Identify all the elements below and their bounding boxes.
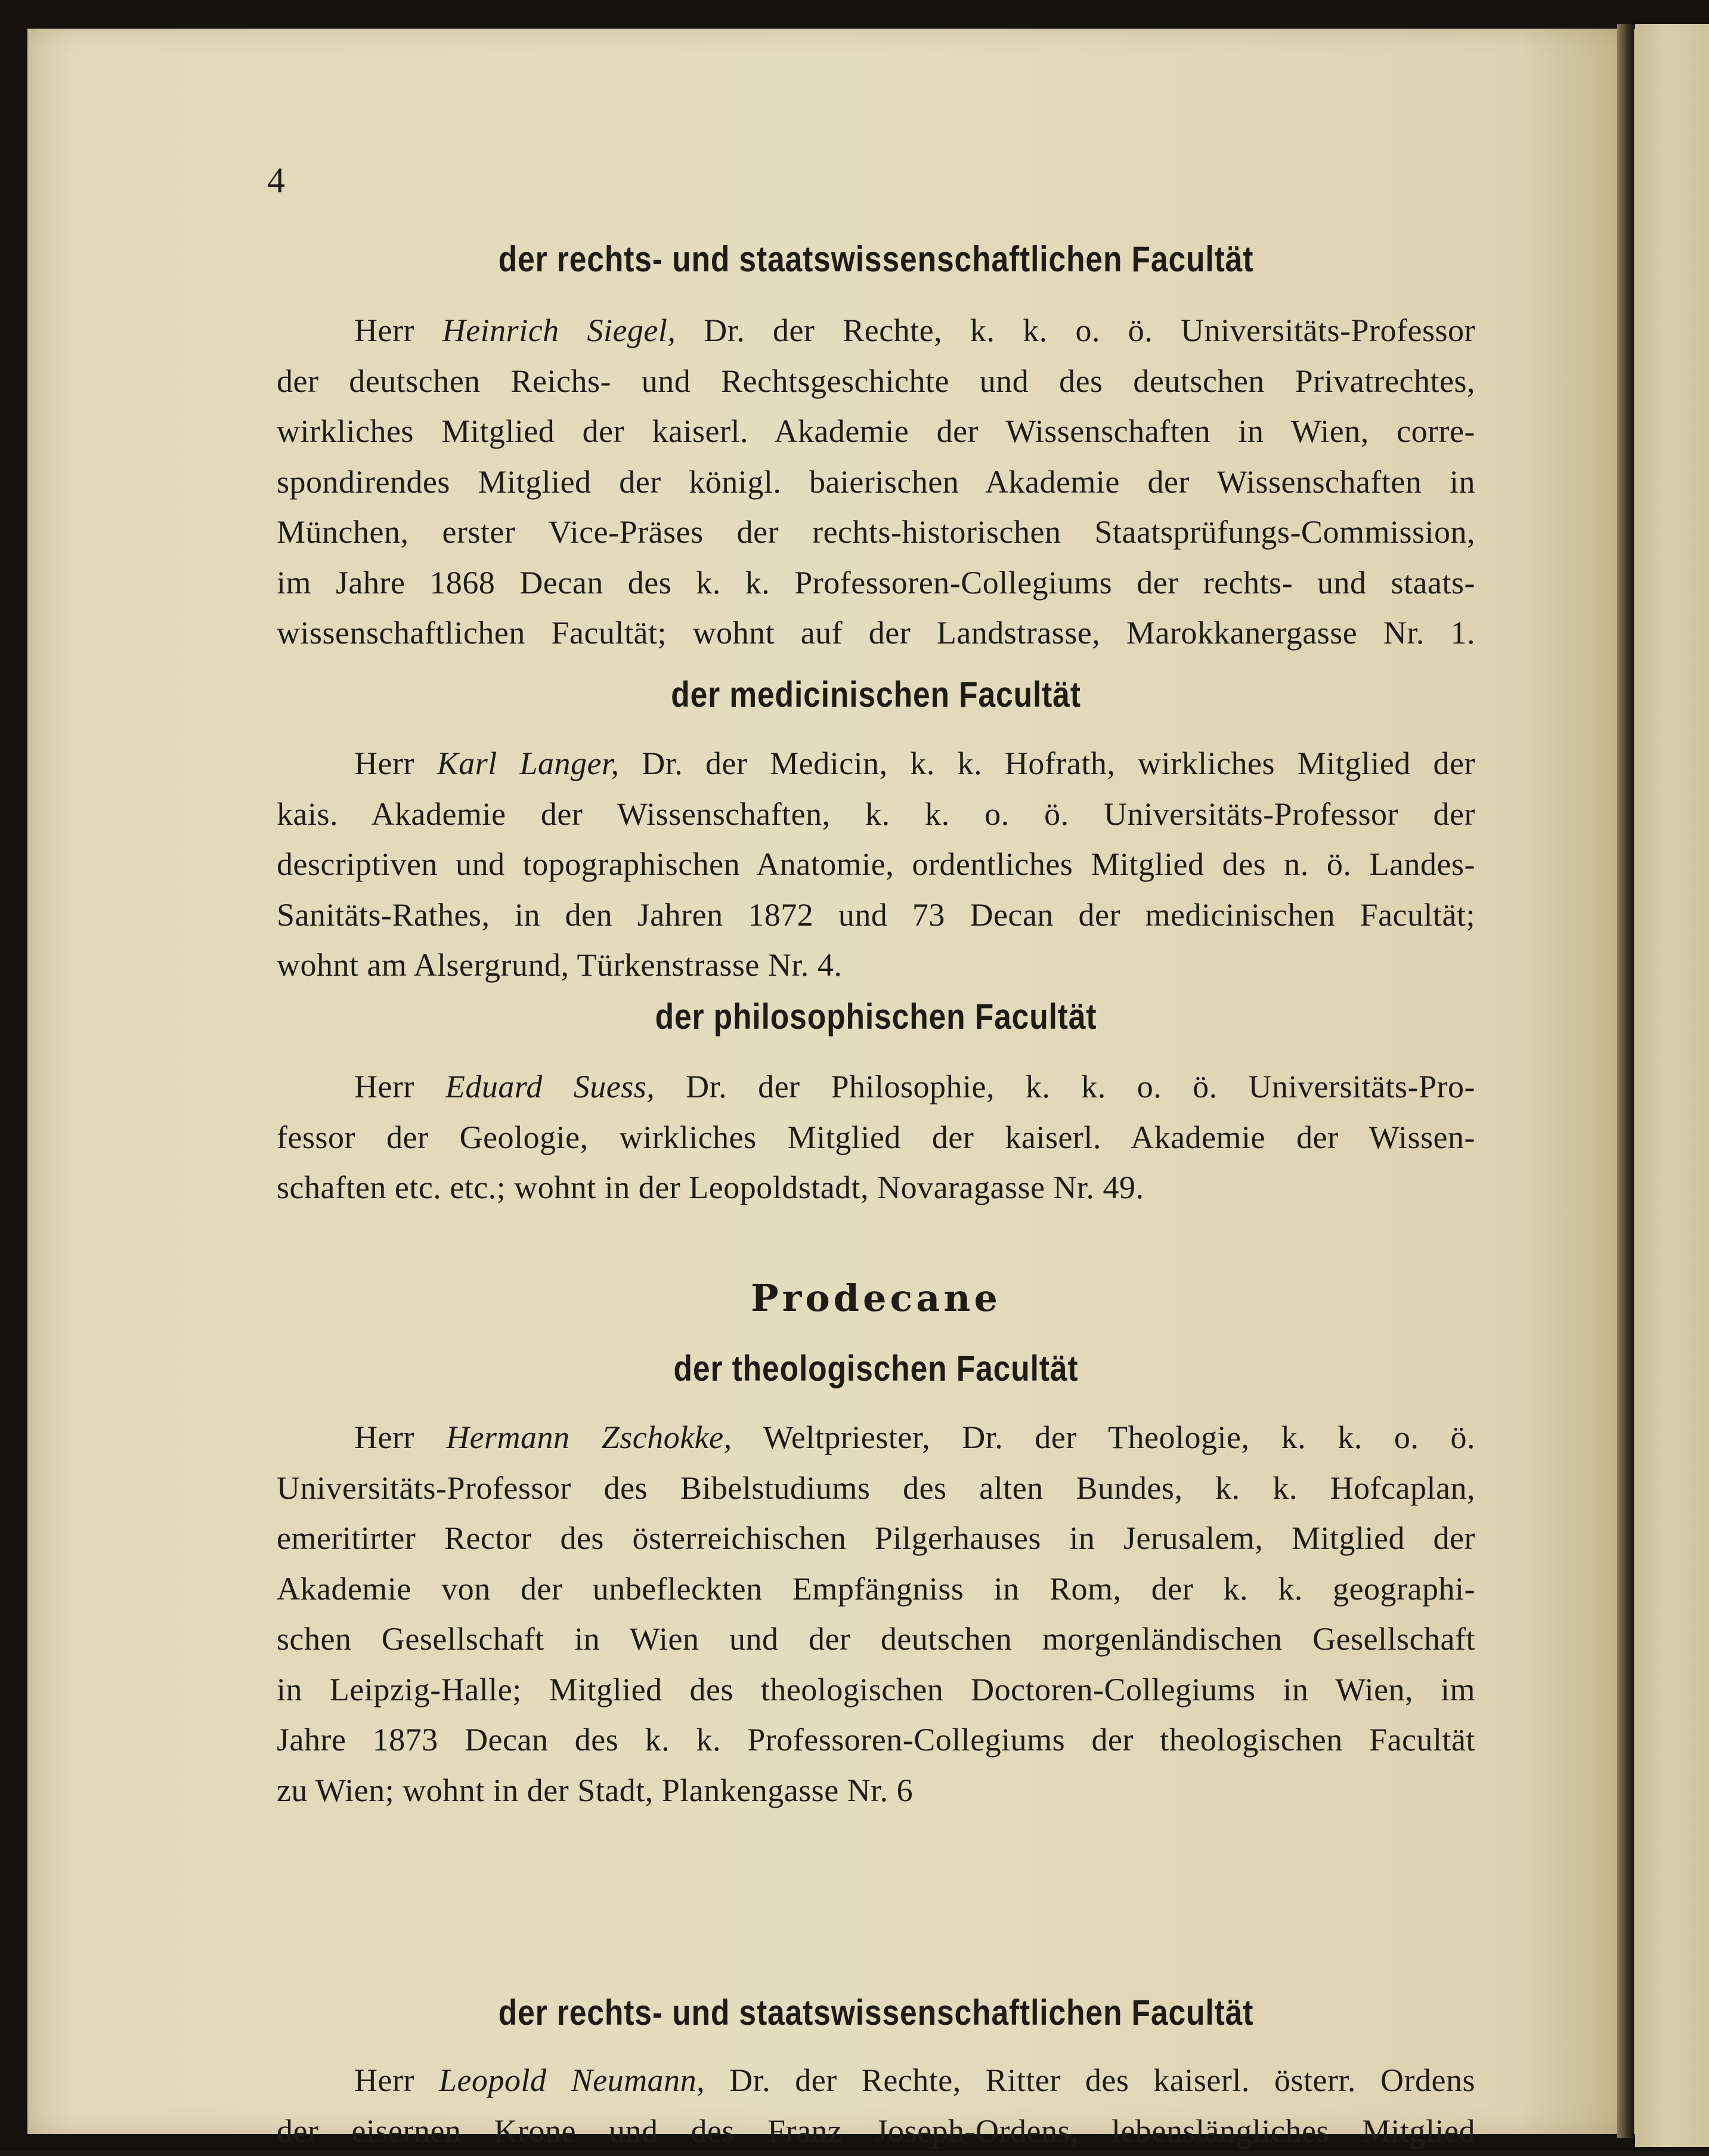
person-name: Eduard Suess, — [445, 1069, 655, 1105]
entry-heinrich-siegel — [277, 305, 1475, 658]
person-name: Heinrich Siegel, — [442, 313, 676, 348]
entry-line: fessor der Geologie, wirkliches Mitglied der kaiserl. Akademie der Wissen- — [277, 1112, 1475, 1163]
entry-line: Herr Karl Langer, Dr. der Medicin, k. k. Hofrath, wirkliches Mitglied der — [277, 738, 1475, 789]
entry-eduard-suess — [277, 1062, 1475, 1213]
entry-leopold-neumann — [277, 2055, 1475, 2156]
section-heading: der theologischen Facultät — [361, 1348, 1392, 1389]
entry-line: Herr Eduard Suess, Dr. der Philosophie, k. k. o. ö. Universitäts-Pro- — [277, 1062, 1475, 1112]
section-rechts-facultaet-prodecan — [277, 1992, 1475, 2033]
entry-line: Jahre 1873 Decan des k. k. Professoren-Collegiums der theologischen Facultät — [277, 1715, 1475, 1765]
entry-line: spondirendes Mitglied der königl. baierischen Akademie der Wissenschaften in — [277, 457, 1475, 508]
entry-line: Herr Leopold Neumann, Dr. der Rechte, Ritter des kaiserl. österr. Ordens — [277, 2055, 1475, 2106]
entry-line: zu Wien; wohnt in der Stadt, Plankengasse Nr. 6 — [277, 1765, 1475, 1816]
person-name: Karl Langer, — [437, 746, 620, 781]
section-heading: der rechts- und staatswissenschaftlichen Facultät — [361, 1992, 1392, 2033]
entry-line: Sanitäts-Rathes, in den Jahren 1872 und 73 Decan der medicinischen Facultät; — [277, 890, 1475, 941]
entry-line: emeritirter Rector des österreichischen Pilgerhauses in Jerusalem, Mitglied der — [277, 1513, 1475, 1564]
entry-line: wissenschaftlichen Facultät; wohnt auf der Landstrasse, Marokkanergasse Nr. 1. — [277, 608, 1475, 658]
adjacent-page-edge — [1635, 24, 1709, 2147]
entry-line: Akademie von der unbefleckten Empfängniss in Rom, der k. k. geographi- — [277, 1564, 1475, 1614]
entry-line: schaften etc. etc.; wohnt in der Leopoldstadt, Novaragasse Nr. 49. — [277, 1162, 1475, 1213]
section-philosophie-facultaet — [277, 996, 1475, 1037]
entry-hermann-zschokke — [277, 1412, 1475, 1815]
person-name: Hermann Zschokke, — [446, 1419, 732, 1455]
entry-karl-langer — [277, 738, 1475, 991]
section-rechts-facultaet — [277, 239, 1475, 280]
section-medicin-facultaet — [277, 674, 1475, 715]
entry-line: Universitäts-Professor des Bibelstudiums des alten Bundes, k. k. Hofcaplan, — [277, 1463, 1475, 1514]
entry-line: Herr Hermann Zschokke, Weltpriester, Dr. der Theologie, k. k. o. ö. — [277, 1412, 1475, 1463]
entry-line: kais. Akademie der Wissenschaften, k. k. o. ö. Universitäts-Professor der — [277, 789, 1475, 840]
page-number: 4 — [267, 160, 285, 201]
entry-line: München, erster Vice-Präses der rechts-historischen Staatsprüfungs-Commission, — [277, 507, 1475, 558]
entry-line: descriptiven und topographischen Anatomie, ordentliches Mitglied des n. ö. Landes- — [277, 839, 1475, 890]
person-name: Leopold Neumann, — [439, 2062, 705, 2098]
section-heading: der philosophischen Facultät — [361, 996, 1392, 1037]
prodecane-title-wrap — [277, 1276, 1475, 1320]
entry-line: schen Gesellschaft in Wien und der deutschen morgenländischen Gesellschaft — [277, 1614, 1475, 1665]
entry-line: der deutschen Reichs- und Rechtsgeschichte und des deutschen Privatrechtes, — [277, 356, 1475, 407]
entry-line: wirkliches Mitglied der kaiserl. Akademie der Wissenschaften in Wien, corre- — [277, 406, 1475, 457]
section-heading: der medicinischen Facultät — [361, 674, 1392, 715]
section-title: Prodecane — [277, 1276, 1475, 1320]
entry-line: in Leipzig-Halle; Mitglied des theologischen Doctoren-Collegiums in Wien, im — [277, 1665, 1475, 1715]
entry-line: der eisernen Krone und des Franz Joseph-Ordens, lebenslängliches Mitglied — [277, 2106, 1475, 2156]
section-heading: der rechts- und staatswissenschaftlichen Facultät — [361, 239, 1392, 280]
entry-line: Herr Heinrich Siegel, Dr. der Rechte, k. k. o. ö. Universitäts-Professor — [277, 305, 1475, 356]
book-gutter — [1617, 24, 1634, 2138]
entry-line: im Jahre 1868 Decan des k. k. Professoren-Collegiums der rechts- und staats- — [277, 558, 1475, 608]
entry-line: wohnt am Alsergrund, Türkenstrasse Nr. 4. — [277, 940, 1475, 991]
section-theologie-facultaet — [277, 1348, 1475, 1389]
